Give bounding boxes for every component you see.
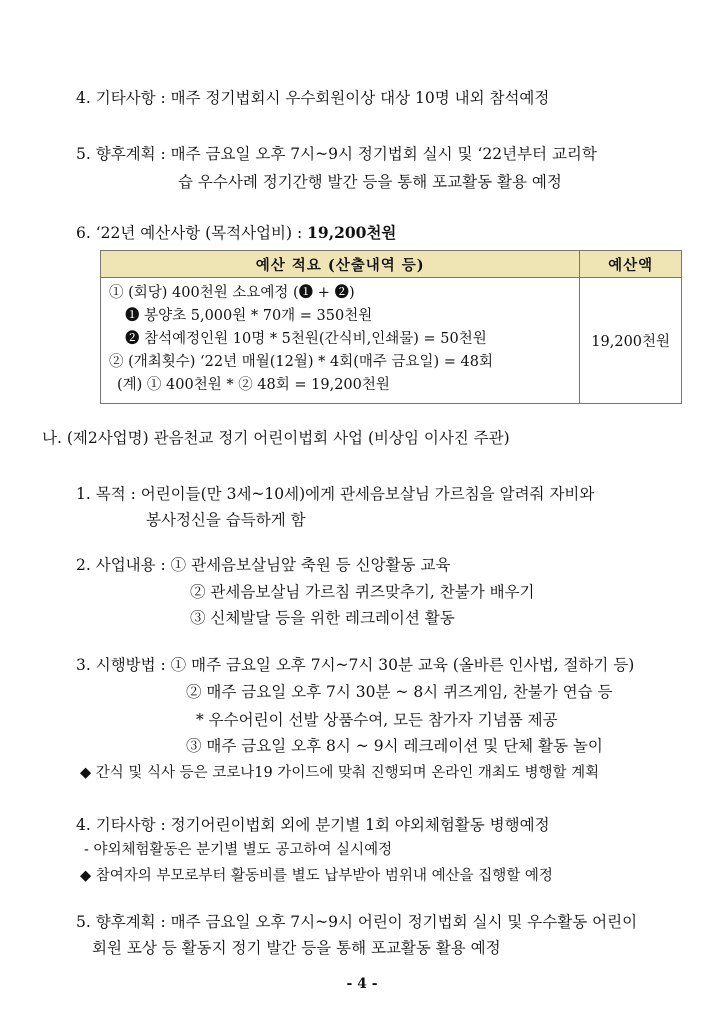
na-item-3-method-note: * 우수어린이 선발 상품수여, 모든 참가자 기념품 제공 — [196, 711, 558, 729]
page-number: - 4 - — [346, 976, 378, 992]
na-note-fees: ◆ 참여자의 부모로부터 활동비를 별도 납부받아 범위내 예산을 집행할 예정 — [80, 868, 553, 884]
budget-amount-cell: 19,200천원 — [580, 278, 682, 404]
na-item-1-purpose-line2: 봉사정신을 습득하게 함 — [146, 511, 306, 529]
na-note-covid: ◆ 간식 및 식사 등은 코로나19 가이드에 맞춰 진행되며 온라인 개최도 병행할 계획 — [80, 765, 600, 781]
na-item-3-method-line2: ② 매주 금요일 오후 7시 30분 ~ 8시 퀴즈게임, 찬불가 연습 등 — [186, 683, 613, 701]
header-budget-amount: 예산액 — [580, 251, 682, 278]
na-item-2-content-line3: ③ 신체발달 등을 위한 레크레이션 활동 — [190, 609, 455, 627]
budget-line-count: ② (개최횟수) ‘22년 매월(12월) * 4회(매주 금요일) = 48회 — [109, 354, 494, 370]
na-item-3-method-line4: ③ 매주 금요일 오후 8시 ~ 9시 레크레이션 및 단체 활동 놀이 — [186, 737, 603, 755]
budget-line-attendees: ❷ 참석예정인원 10명 * 5천원(간식비,인쇄물) = 50천원 — [125, 331, 487, 347]
header-budget-description: 예산 적요 (산출내역 등) — [101, 251, 580, 278]
budget-description-cell — [101, 278, 580, 404]
item-6-budget — [76, 223, 396, 243]
budget-table-header-row — [101, 251, 682, 278]
budget-line-total: (계) ① 400천원 * ② 48회 = 19,200천원 — [117, 377, 390, 393]
na-item-1-purpose-line1: 1. 목적 : 어린이들(만 3세~10세)에게 관세음보살님 가르침을 알려줘 자비와 — [76, 485, 595, 503]
na-item-4-other-line1: 4. 기타사항 : 정기어린이법회 외에 분기별 1회 야외체험활동 병행예정 — [76, 816, 550, 834]
na-item-5-plan-line2: 회원 포상 등 활동지 정기 발간 등을 통해 포교활동 활용 예정 — [92, 939, 501, 957]
budget-table — [100, 250, 682, 404]
budget-table-row — [101, 278, 682, 404]
budget-line-candles: ❶ 봉양초 5,000원 * 70개 = 350천원 — [125, 308, 373, 324]
na-item-2-content-line1: 2. 사업내용 : ① 관세음보살님앞 축원 등 신앙활동 교육 — [76, 556, 451, 574]
na-item-5-plan-line1: 5. 향후계획 : 매주 금요일 오후 7시~9시 어린이 정기법회 실시 및 우수활동 어린이 — [76, 913, 638, 931]
item-6-label: 6. ‘22년 예산사항 (목적사업비) : — [76, 224, 308, 242]
budget-line-per-session: ① (회당) 400천원 소요예정 (❶ + ❷) — [109, 285, 355, 301]
item-5-plan-line1: 5. 향후계획 : 매주 금요일 오후 7시~9시 정기법회 실시 및 ‘22년부터 교리학 — [76, 145, 597, 163]
na-item-2-content-line2: ② 관세음보살님 가르침 퀴즈맞추기, 찬불가 배우기 — [190, 583, 535, 601]
item-6-amount: 19,200천원 — [307, 223, 397, 242]
section-na-title: 나. (제2사업명) 관음천교 정기 어린이법회 사업 (비상임 이사진 주관) — [42, 429, 510, 447]
na-item-4-other-line2: - 야외체험활동은 분기별 별도 공고하여 실시예정 — [84, 842, 393, 858]
item-5-plan-line2: 습 우수사례 정기간행 발간 등을 통해 포교활동 활용 예정 — [178, 173, 562, 191]
item-4-other: 4. 기타사항 : 매주 정기법회시 우수회원이상 대상 10명 내외 참석예정 — [76, 89, 550, 107]
na-item-3-method-line1: 3. 시행방법 : ① 매주 금요일 오후 7시~7시 30분 교육 (올바른 인사법, 절하기 등) — [76, 656, 635, 674]
